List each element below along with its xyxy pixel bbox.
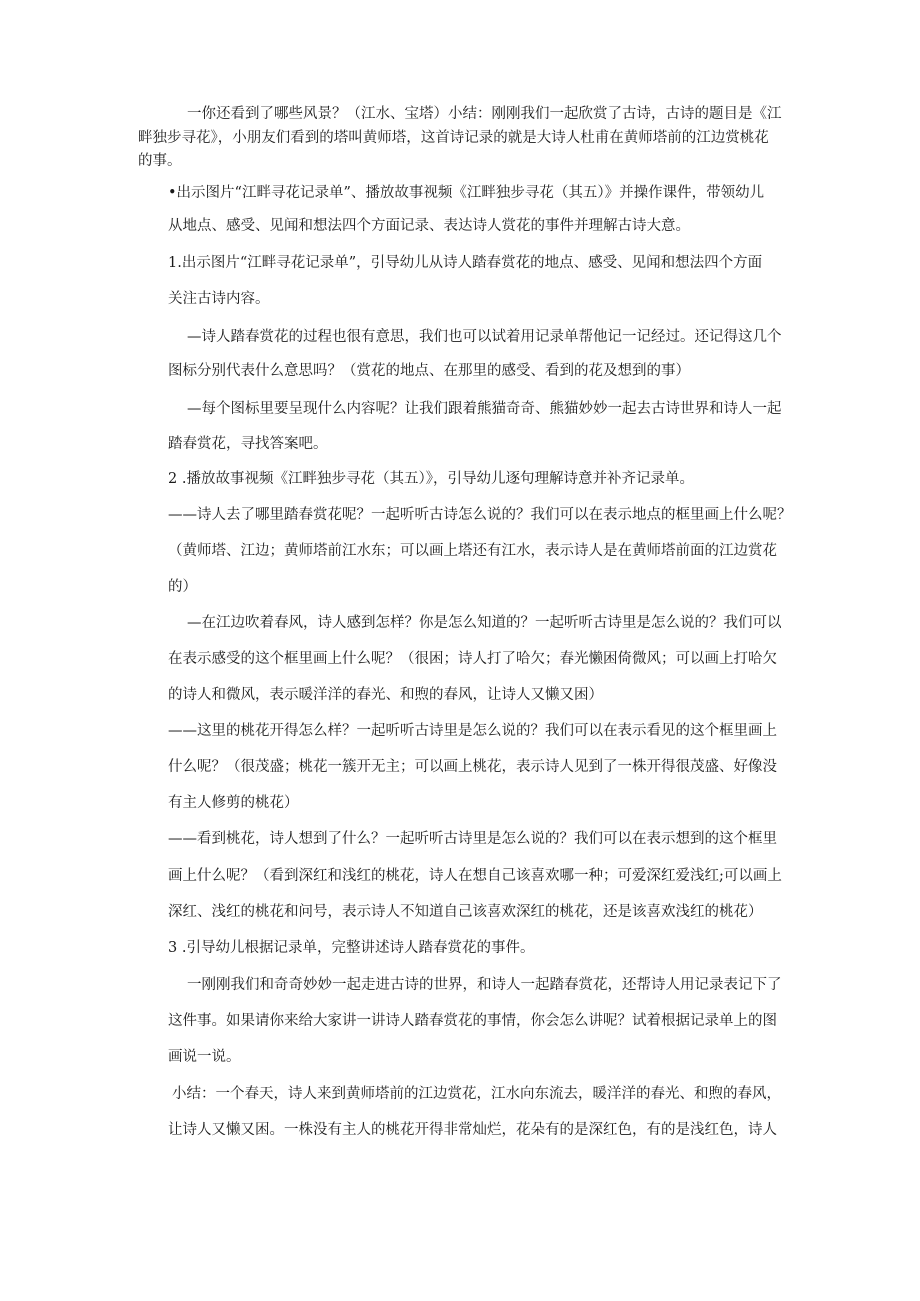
text-line: 踏春赏花，寻找答案吧。 <box>168 436 328 452</box>
text-line: 的诗人和微风，表示暖洋洋的春光、和煦的春风，让诗人又懒又困） <box>168 687 603 703</box>
text-line: —诗人踏春赏花的过程也很有意思，我们也可以试着用记录单帮他记一记经过。还记得这几个 <box>187 329 782 345</box>
text-line: 在表示感受的这个框里画上什么呢？（很困；诗人打了哈欠；春光懒困倚微风；可以画上打哈欠 <box>168 651 777 667</box>
text-line: 让诗人又懒又困。一株没有主人的桃花开得非常灿烂，花朵有的是深红色，有的是浅红色，诗人 <box>168 1122 777 1138</box>
text-line: 这件事。如果请你来给大家讲一讲诗人踏春赏花的事情，你会怎么讲呢？试着根据记录单上的图 <box>168 1013 777 1029</box>
text-line: 一刚刚我们和奇奇妙妙一起走进古诗的世界，和诗人一起踏春赏花，还帮诗人用记录表记下了 <box>187 977 782 993</box>
text-line: 从地点、感受、见闻和想法四个方面记录、表达诗人赏花的事件并理解古诗大意。 <box>168 218 690 234</box>
text-line: 画说一说。 <box>168 1049 241 1065</box>
text-line: •出示图片“江畔寻花记录单”、播放故事视频《江畔独步寻花（其五）》并操作课件，带领幼儿 <box>168 185 765 201</box>
text-line: —在江边吹着春风，诗人感到怎样？你是怎么知道的？一起听听古诗里是怎么说的？我们可以 <box>187 615 782 631</box>
text-line: ——诗人去了哪里踏春赏花呢？一起听听古诗怎么说的？我们可以在表示地点的框里画上什么呢？ <box>168 507 792 523</box>
text-line: 关注古诗内容。 <box>168 291 270 307</box>
text-line: 有主人修剪的桃花） <box>168 795 299 811</box>
text-line: 的事。 <box>138 153 182 169</box>
text-line: 什么呢？（很茂盛；桃花一簇开无主；可以画上桃花，表示诗人见到了一株开得很茂盛、好像没 <box>168 759 777 775</box>
text-line: 3 .引导幼儿根据记录单，完整讲述诗人踏春赏花的事件。 <box>168 940 535 956</box>
text-line: ——这里的桃花开得怎么样？一起听听古诗里是怎么说的？我们可以在表示看见的这个框里画上 <box>168 723 777 739</box>
text-line: ——看到桃花，诗人想到了什么？一起听听古诗里是怎么说的？我们可以在表示想到的这个框里 <box>168 831 777 847</box>
text-line: 画上什么呢？（看到深红和浅红的桃花，诗人在想自己该喜欢哪一种；可爱深红爱浅红;可以画上 <box>168 868 782 884</box>
text-line: 一你还看到了哪些风景？（江水、宝塔）小结：刚刚我们一起欣赏了古诗，古诗的题目是《江 <box>187 106 782 122</box>
text-line: 图标分别代表什么意思吗？（赏花的地点、在那里的感受、看到的花及想到的事） <box>168 363 690 379</box>
text-line: 畔独步寻花》，小朋友们看到的塔叫黄师塔，这首诗记录的就是大诗人杜甫在黄师塔前的江边赏桃花 <box>138 130 769 146</box>
text-line: 小结：一个春天，诗人来到黄师塔前的江边赏花，江水向东流去，暖洋洋的春光、和煦的春风， <box>172 1086 781 1102</box>
text-line: 的） <box>168 579 197 595</box>
text-line: 1.出示图片“江畔寻花记录单”，引导幼儿从诗人踏春赏花的地点、感受、见闻和想法四个方面 <box>168 255 763 271</box>
text-line: —每个图标里要呈现什么内容呢？让我们跟着熊猫奇奇、熊猫妙妙一起去古诗世界和诗人一起 <box>187 401 782 417</box>
text-line: 2 .播放故事视频《江畔独步寻花（其五）》，引导幼儿逐句理解诗意并补齐记录单。 <box>168 471 694 487</box>
text-line: （黄师塔、江边；黄师塔前江水东；可以画上塔还有江水，表示诗人是在黄师塔前面的江边赏花 <box>168 543 777 559</box>
text-line: 深红、浅红的桃花和问号，表示诗人不知道自己该喜欢深红的桃花，还是该喜欢浅红的桃花） <box>168 904 763 920</box>
